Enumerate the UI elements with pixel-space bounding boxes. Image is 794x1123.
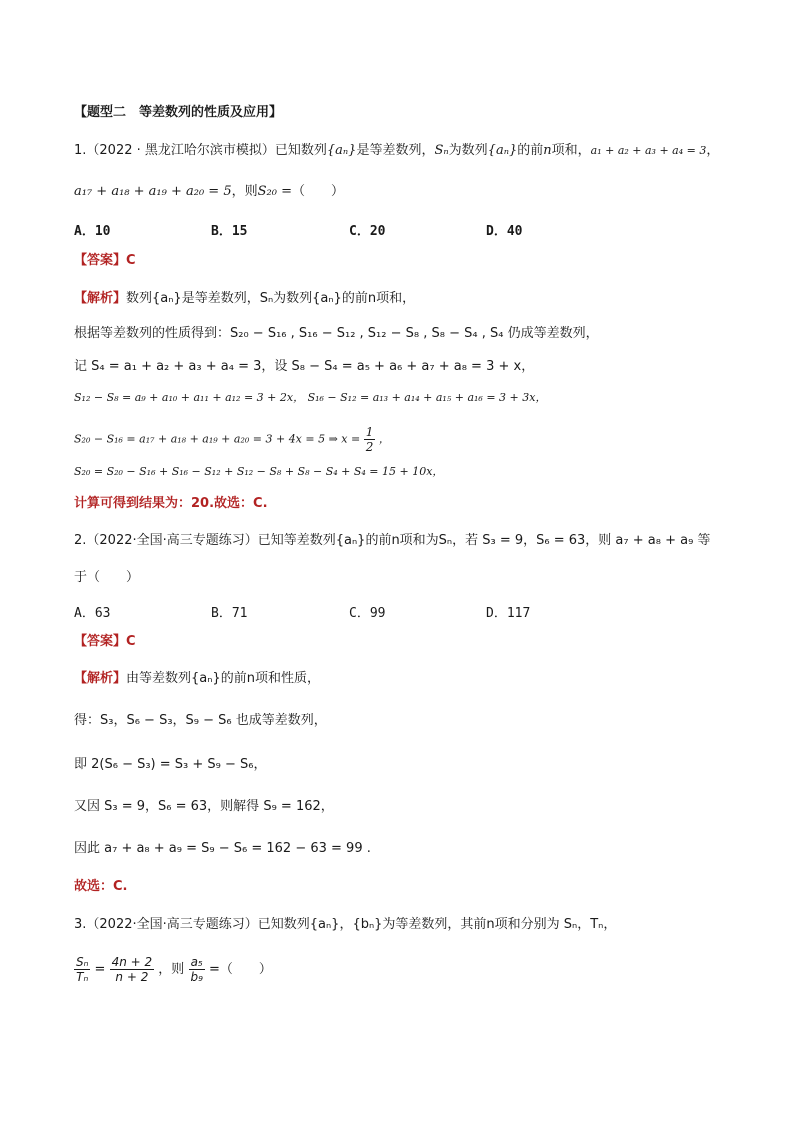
q1-seq2: {aₙ} (487, 143, 518, 158)
q3-end: =（ ） (209, 962, 272, 977)
fraction-numerator: Sₙ (76, 955, 89, 969)
q1-stem-line1 (74, 142, 734, 160)
q1-analysis-text1: 数列{aₙ}是等差数列，Sₙ为数列{aₙ}的前n项和， (126, 291, 416, 306)
q2-analysis-line4: 又因 S₃ = 9，S₆ = 63，则解得 S₉ = 162， (74, 799, 334, 814)
q1-option-b[interactable]: B．15 (211, 224, 248, 239)
q1-option-a[interactable]: A．10 (74, 224, 111, 239)
q1-fraction-half (364, 425, 376, 454)
q2-stem-line2: 于（ ） (74, 570, 140, 585)
q2-answer (74, 633, 734, 651)
section-title: 【题型二 等差数列的性质及应用】 (74, 105, 283, 120)
q1-answer (74, 252, 734, 270)
q1-end: ， (706, 143, 720, 158)
q3-fraction-a5-b9 (188, 955, 204, 984)
fraction-denominator: b₉ (190, 970, 203, 984)
q1-analysis-line5-pre: S₂₀ − S₁₆ = a₁₇ + a₁₈ + a₁₉ + a₂₀ = 3 + 4x = 5 ⇒ x = (74, 432, 361, 446)
q1-line2-mid: ，则 (231, 184, 258, 199)
q1-s20: S₂₀ = (257, 184, 292, 199)
q1-analysis-line3: 记 S₄ = a₁ + a₂ + a₃ + a₄ = 3，设 S₈ − S₄ = a₅ + a₆ + a₇ + a₈ = 3 + x， (74, 359, 535, 374)
q2-stem-line1: 2.（2022·全国·高三专题练习）已知等差数列{aₙ}的前n项和为Sₙ，若 S₃ = 9，S₆ = 63，则 a₇ + a₈ + a₉ 等 (74, 533, 711, 548)
q3-equals: = (94, 962, 106, 977)
q2-analysis-line3: 即 2(S₆ − S₃) = S₃ + S₉ − S₆， (74, 757, 267, 772)
q1-mid3: 的前 (517, 143, 544, 158)
q1-mid2: 为数列 (448, 143, 488, 158)
fraction-denominator: Tₙ (76, 970, 89, 984)
q1-seq: {aₙ} (326, 143, 357, 158)
q2-option-d[interactable]: D．117 (486, 606, 531, 621)
q1-sn: Sₙ (434, 143, 449, 158)
q2-conclusion: 故选：C. (74, 879, 128, 894)
q1-mid4: 项和， (551, 143, 591, 158)
q3-stem-line1: 3.（2022·全国·高三专题练习）已知数列{aₙ}，{bₙ}为等差数列，其前n项和分别为 Sₙ，Tₙ， (74, 917, 617, 932)
q3-stem-line2 (74, 952, 734, 988)
q1-mid: 是等差数列， (356, 143, 435, 158)
q1-analysis-line4: S₁₂ − S₈ = a₉ + a₁₀ + a₁₁ + a₁₂ = 3 + 2x， S₁₆ − S₁₂ = a₁₃ + a₁₄ + a₁₅ + a₁₆ = 3 + 3x， (74, 391, 547, 404)
fraction-numerator: a₅ (190, 955, 203, 969)
q1-analysis-line2: 根据等差数列的性质得到：S₂₀ − S₁₆ , S₁₆ − S₁₂ , S₁₂ − S₈ , S₈ − S₄ , S₄ 仍成等差数列， (74, 326, 599, 341)
fraction-numerator: 4n + 2 (111, 955, 153, 969)
q3-fraction-sn-tn (74, 955, 90, 984)
q1-paren: （ ） (291, 184, 344, 199)
q1-prefix: 1.（2022 · 黑龙江哈尔滨市模拟）已知数列 (74, 143, 327, 158)
q1-option-d[interactable]: D．40 (486, 224, 523, 239)
q2-answer-label: 【答案】 (74, 634, 127, 649)
q1-conclusion: 计算可得到结果为：20.故选：C. (74, 496, 268, 511)
q2-analysis-text1: 由等差数列{aₙ}的前n项和性质， (126, 671, 320, 686)
q2-analysis-line2: 得：S₃，S₆ − S₃，S₉ − S₆ 也成等差数列， (74, 713, 327, 728)
fraction-numerator: 1 (365, 425, 374, 439)
q1-analysis-line5 (74, 425, 734, 454)
q1-analysis-label: 【解析】 (74, 291, 127, 306)
q1-eq2: a₁₇ + a₁₈ + a₁₉ + a₂₀ = 5 (74, 184, 232, 199)
q1-n: n (543, 143, 552, 158)
q3-fraction-ratio (110, 955, 155, 984)
q1-eq1: a₁ + a₂ + a₃ + a₄ = 3 (590, 144, 707, 157)
fraction-denominator: n + 2 (115, 970, 149, 984)
q1-analysis-line6: S₂₀ = S₂₀ − S₁₆ + S₁₆ − S₁₂ + S₁₂ − S₈ + S₈ − S₄ + S₄ = 15 + 10x， (74, 465, 444, 478)
q1-option-c[interactable]: C．20 (349, 224, 386, 239)
q1-stem-line2 (74, 183, 734, 201)
q1-analysis-line1 (74, 290, 734, 308)
fraction-denominator: 2 (365, 440, 374, 454)
q2-analysis-line1 (74, 670, 734, 688)
q2-answer-value: C (126, 634, 136, 649)
q2-option-b[interactable]: B．71 (211, 606, 248, 621)
q1-answer-label: 【答案】 (74, 253, 127, 268)
q1-analysis-line5-post: ， (378, 432, 390, 446)
q2-analysis-line5: 因此 a₇ + a₈ + a₉ = S₉ − S₆ = 162 − 63 = 99 . (74, 841, 371, 856)
q2-option-a[interactable]: A．63 (74, 606, 111, 621)
q2-analysis-label: 【解析】 (74, 671, 127, 686)
q1-answer-value: C (126, 253, 136, 268)
q2-option-c[interactable]: C．99 (349, 606, 386, 621)
q3-mid: ，则 (158, 962, 185, 977)
